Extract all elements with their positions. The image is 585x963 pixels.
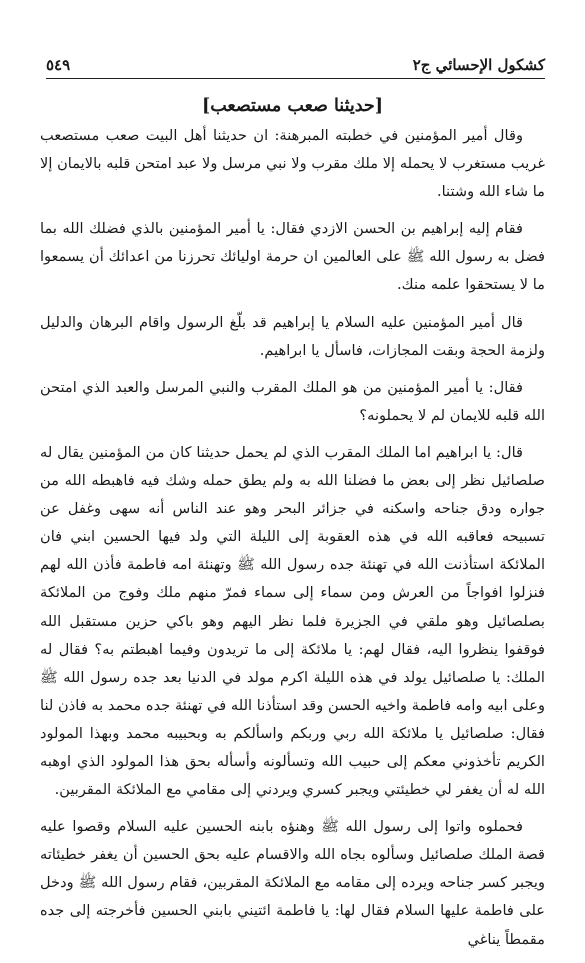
paragraph: قال: يا ابراهيم اما الملك المقرب الذي لم يحمل حديثنا كان من المؤمنين يقال له صلصائيل نظر إلى بعض ما فضلنا الله به ولم يطق حمله وشك فيه فاهبطه الله من جواره ودق جناحه واسكنه في جزائر البحر وهو عند الناس أنه سهى وغفل عن تسبيحه فعاقبه الله في هذه العقوبة إلى الليلة التي ولد فيها الحسين ابني فان الملائكة استأذنت الله في تهنئة جده رسول الله ﷺ وتهنئة امه فاطمة فأذن الله لهم فنزلوا افواجاً من العرش ومن سماء إلى سماء فمرّ منهم ملك وفوج من الملائكة بصلصائيل وهو ملقي في الجزيرة فلما نظر اليهم وهو باكي حزين مستقبل الله فوقفوا ينظروا اليه، فقال لهم: يا ملائكة إلى ما تريدون وفيما اهبطتم به؟ فقال له الملك: يا صلصائيل يولد في هذه الليلة اكرم مولد في الدنيا بعد جده رسول الله ﷺ وعلى ابيه وامه فاطمة واخيه الحسن وقد استأذنا الله في تهنئة جده محمد به فاذن لنا فقال: صلصائيل يا ملائكة الله ربي وربكم واسألكم به وبحبيبه محمد وبهذا المولود الكريم تأخذوني معكم إلى حبيب الله وتسألونه وأسأله بحق هذا المولود الذي اوهبه الله له أن يغفر لي خطيئتي ويجبر كسري ويردني إلى مقامي مع الملائكة المقربين. bbox=[40, 443, 545, 799]
paragraph: وقال أمير المؤمنين في خطبته المبرهنة: ان حديثنا أهل البيت صعب مستصعب غريب مستغرب لا يحمله إلا ملك مقرب ولا نبي مرسل ولا عبد امتحن قلبه بالايمان إلا ما شاء الله وشتنا. bbox=[40, 127, 545, 201]
section-title-text: [حديثنا صعب مستصعب] bbox=[201, 96, 384, 116]
paragraph: فحملوه واتوا إلى رسول الله ﷺ وهنؤه بابنه الحسين عليه السلام وقصوا عليه قصة الملك صلصائيل وسألوه بجاه الله والاقسام عليه بحق الحسين أن يغفر خطيئاته ويجبر كسر جناحه ويرده إلى مقامه مع الملائكة المقربين، فقام رسول الله ﷺ ودخل على فاطمة عليها السلام فقال لها: يا فاطمة ائتيني بابني الحسين فأخرجته إلى جده مقمطاً يناغي bbox=[40, 818, 545, 948]
section-heading bbox=[40, 92, 545, 120]
running-header bbox=[46, 56, 545, 79]
page-number: ٥٤٩ bbox=[46, 56, 71, 74]
paragraph: قال أمير المؤمنين عليه السلام يا إبراهيم قد بلّغ الرسول واقام البرهان والدليل ولزمة الحجة وبقت المجازات، فاسأل يا ابراهيم. bbox=[40, 313, 545, 359]
page-body bbox=[40, 92, 545, 963]
book-title: كشكول الإحسائي ج٢ bbox=[412, 56, 545, 74]
paragraph: فقال: يا أمير المؤمنين من هو الملك المقرب والنبي المرسل والعبد الذي امتحن الله قلبه للايمان لم لا يحملونه؟ bbox=[40, 378, 545, 424]
paragraph: فقام إليه إبراهيم بن الحسن الازدي فقال: يا أمير المؤمنين بالذي فضلك الله بما فضل به رسول الله ﷺ على العالمين ان حرمة اوليائك تحرزنا من اعدائك أن يسمعوا ما لا يستحقوا علمه منك. bbox=[40, 220, 545, 294]
